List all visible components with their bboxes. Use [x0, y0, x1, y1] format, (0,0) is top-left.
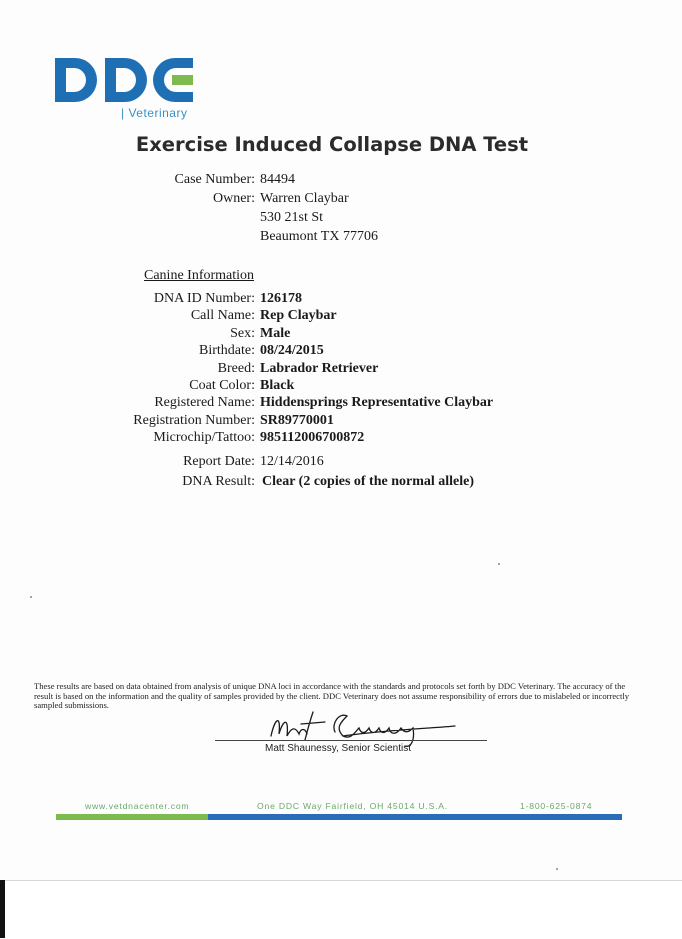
- footer-website: www.vetdnacenter.com: [85, 801, 190, 811]
- field-value: Hiddensprings Representative Claybar: [260, 395, 494, 411]
- scan-left-edge: [0, 880, 5, 938]
- owner-row: [100, 189, 378, 208]
- field-row: [100, 342, 493, 359]
- owner-city: Beaumont TX 77706: [260, 229, 378, 244]
- field-value: 08/24/2015: [260, 343, 324, 359]
- footer-bar-blue: [208, 814, 622, 820]
- report-date-value: 12/14/2016: [260, 454, 324, 469]
- field-value: Male: [260, 325, 291, 341]
- field-value: 985112006700872: [260, 430, 365, 446]
- field-label: Coat Color:: [189, 378, 255, 394]
- scan-bottom-edge: [0, 880, 682, 939]
- field-row: [100, 429, 493, 446]
- field-row: [100, 394, 493, 411]
- owner-name: Warren Claybar: [260, 191, 349, 206]
- field-value: Labrador Retriever: [260, 360, 379, 376]
- logo-letter-d1: [55, 58, 97, 102]
- report-date-row: [100, 452, 474, 472]
- field-row: [100, 307, 493, 324]
- case-number-row: [100, 170, 378, 189]
- owner-street-row: [100, 208, 378, 227]
- logo-subtitle: | Veterinary: [121, 106, 188, 120]
- field-value: Black: [260, 378, 295, 394]
- report-block: [100, 452, 474, 492]
- field-label: DNA ID Number:: [153, 291, 255, 306]
- owner-label: Owner:: [213, 191, 255, 206]
- dna-result-row: [100, 472, 474, 492]
- field-label: Microchip/Tattoo:: [153, 430, 255, 446]
- case-owner-block: [100, 170, 378, 246]
- signature-line: [215, 740, 487, 741]
- paper-speck: [30, 596, 32, 598]
- case-number-label: Case Number:: [174, 172, 255, 187]
- canine-info-heading: Canine Information: [144, 268, 255, 283]
- logo-green-accent: [172, 75, 193, 85]
- signer-name-title: Matt Shaunessy, Senior Scientist: [265, 743, 411, 754]
- field-label: Registered Name:: [154, 395, 255, 411]
- field-row: [100, 325, 493, 342]
- document-title: Exercise Induced Collapse DNA Test: [135, 133, 529, 156]
- report-date-label: Report Date:: [183, 454, 255, 469]
- dna-result-value: Clear (2 copies of the normal allele): [262, 474, 475, 489]
- field-row: [100, 290, 493, 307]
- owner-city-row: [100, 227, 378, 246]
- footer-phone: 1-800-625-0874: [520, 801, 593, 811]
- disclaimer-text: These results are based on data obtained from analysis of unique DNA loci in accordance with the standards and protocols set forth by DDC Veterinary. The accuracy of the result is based on the information and the quality of samples provided by the client. DDC Veterinary does not assume responsibility of errors due to mislabeled or incorrectly sampled submissions.: [34, 681, 630, 711]
- field-label: Registration Number:: [133, 412, 255, 428]
- canine-info-block: [100, 290, 493, 447]
- paper-speck: [556, 868, 558, 870]
- owner-street: 530 21st St: [260, 210, 324, 225]
- field-value: 126178: [260, 291, 302, 306]
- logo-letter-d2: [105, 58, 147, 102]
- field-value: SR89770001: [260, 412, 334, 428]
- field-value: Rep Claybar: [260, 308, 337, 324]
- field-row: [100, 412, 493, 429]
- field-label: Sex:: [230, 325, 255, 341]
- field-label: Call Name:: [190, 308, 255, 324]
- field-row: [100, 377, 493, 394]
- field-row: [100, 360, 493, 377]
- footer-bar-green: [56, 814, 208, 820]
- dna-result-label: DNA Result:: [182, 474, 255, 489]
- field-label: Breed:: [217, 360, 255, 376]
- field-label: Birthdate:: [199, 343, 255, 359]
- paper-speck: [498, 563, 500, 565]
- case-number-value: 84494: [260, 172, 295, 187]
- footer-address: One DDC Way Fairfield, OH 45014 U.S.A.: [257, 801, 449, 811]
